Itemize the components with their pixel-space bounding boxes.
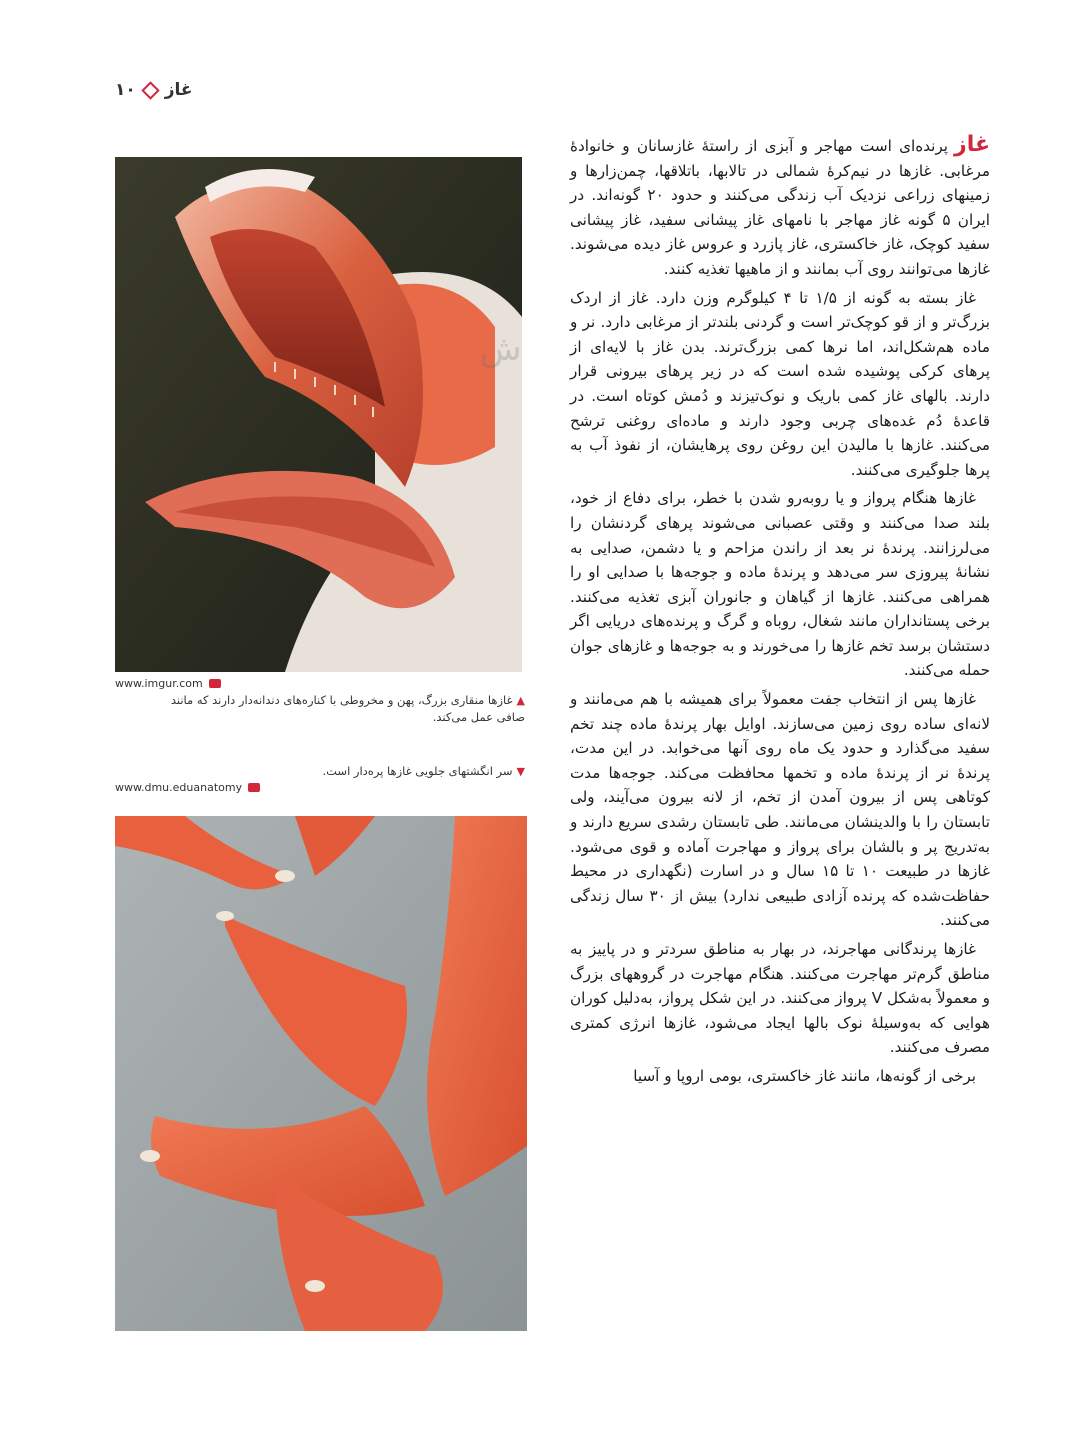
article-paragraph: غازها پس از انتخاب جفت معمولاً برای همیشه با هم می‌مانند و لانه‌ای ساده روی زمین می‌سازند. اوایل بهار پرندهٔ ماده چند تخم سفید می‌گذارد و حدود یک ماه روی آنها می‌خوابد. در این مدت، پرندهٔ نر از پرندهٔ ماده و تخمها محافظت می‌کند. جوجه‌ها مدت کوتاهی پس از بیرون آمدن از تخم، از لانه بیرون می‌آیند، ولی تابستان را با والدینشان می‌مانند. طی تابستان رشدی سریع دارند و به‌تدریج پر و بالشان برای پرواز و مهاجرت آماده و قوی می‌شود. غازها در طبیعت ۱۰ تا ۱۵ سال و در اسارت (نگهداری در محیط حفاظت‌شده که پرنده آزادی طبیعی ندارد) بیش از ۳۰ سال زندگی می‌کنند. bbox=[570, 690, 990, 930]
camera-icon bbox=[209, 679, 221, 688]
page-number: ۱۰ bbox=[115, 80, 136, 100]
camera-icon bbox=[248, 783, 260, 792]
article-paragraph: غازها پرندگانی مهاجرند، در بهار به مناطق سردتر و در پاییز به مناطق گرم‌تر مهاجرت می‌کنند. هنگام مهاجرت در گروههای بزرگ و معمولاً به‌شکل V پرواز می‌کنند. در این شکل پرواز، به‌دلیل کوران هوایی که به‌وسیلهٔ نوک بالها ایجاد می‌شود، غازها انرژی کمتری مصرف می‌کنند. bbox=[570, 940, 990, 1057]
page-header-title: غاز bbox=[164, 80, 193, 100]
article-paragraph bbox=[570, 133, 990, 282]
article-paragraph: برخی از گونه‌ها، مانند غاز خاکستری، بومی اروپا و آسیا bbox=[633, 1066, 976, 1085]
article-paragraph: غاز بسته به گونه از ۱/۵ تا ۴ کیلوگرم وزن دارد. غاز از اردک بزرگ‌تر و از قو کوچک‌تر است و گردنی بلندتر از مرغابی دارد. نر و ماده هم‌شکل‌اند، اما نرها کمی بزرگ‌ترند. بدن غاز با لایه‌ای از پرهای کرکی پوشیده شده است که در زیر پرهای بیرونی قرار دارند. بالهای غاز کمی باریک و نوک‌تیزند و دُمش کوتاه است. در قاعدهٔ دُم غده‌های چربی وجود دارند و ماده‌ای روغنی ترشح می‌کنند. غازها با مالیدن این روغن روی پرهایشان، از نفوذ آب به پرها جلوگیری می‌کنند. bbox=[570, 288, 990, 479]
triangle-down-icon: ▼ bbox=[516, 765, 525, 778]
figure2-caption bbox=[250, 763, 525, 780]
figure2-credit bbox=[115, 781, 260, 794]
article-paragraph: غازها هنگام پرواز و یا روبه‌رو شدن با خطر، برای دفاع از خود، بلند صدا می‌کنند و وقتی عصبانی می‌شوند پرهای گردنشان را می‌لرزانند. پرندهٔ نر بعد از راندن مزاحم و یا دشمن، صدایی به نشانهٔ پیروزی سر می‌دهد و پرندهٔ ماده و جوجه‌ها با صدایی او را همراهی می‌کنند. غازها از گیاهان و جانوران آبزی تغذیه می‌کنند. برخی پستانداران مانند شغال، روباه و گرگ و پرنده‌های دریایی اگر دستشان برسد تخم غازها را می‌خورند و به جوجه‌ها و غازهای جوان حمله می‌کنند. bbox=[570, 489, 990, 680]
paragraph-text: پرنده‌ای است مهاجر و آبزی از راستهٔ غازسانان و خانوادهٔ مرغابی. غازها در نیم‌کرهٔ شمالی در تالابها، باتلاقها، چمن‌زارها و زمینهای زراعی نزدیک آب زندگی می‌کنند و حدود ۲۰ گونه‌اند. در ایران ۵ گونه غاز مهاجر با نامهای غاز پیشانی سفید، غاز پیشانی سفید کوچک، غاز خاکستری، غاز پازرد و عروس غاز دیده می‌شوند. غازها می‌توانند روی آب بمانند و از ماهیها تغذیه کنند. bbox=[570, 137, 990, 278]
article-body bbox=[570, 133, 990, 1093]
goose-beak-photo bbox=[115, 157, 522, 672]
triangle-up-icon: ▲ bbox=[516, 694, 525, 707]
figure2-caption-text: سر انگشتهای جلویی غازها پره‌دار است. bbox=[322, 764, 513, 778]
figure1-credit-text: www.imgur.com bbox=[115, 677, 203, 690]
figure1-caption bbox=[140, 692, 525, 725]
headword: غاز bbox=[954, 132, 990, 157]
figure2-credit-text: www.dmu.eduanatomy bbox=[115, 781, 243, 794]
svg-text:ش: ش bbox=[480, 329, 522, 369]
page-header bbox=[115, 80, 193, 100]
figure1-caption-text: غازها منقاری بزرگ، پهن و مخروطی با کناره‌های دندانه‌دار دارند که مانند صافی عمل می‌کند. bbox=[170, 693, 525, 724]
diamond-icon bbox=[141, 81, 159, 99]
goose-foot-photo bbox=[115, 816, 527, 1331]
figure1-credit bbox=[115, 677, 221, 690]
